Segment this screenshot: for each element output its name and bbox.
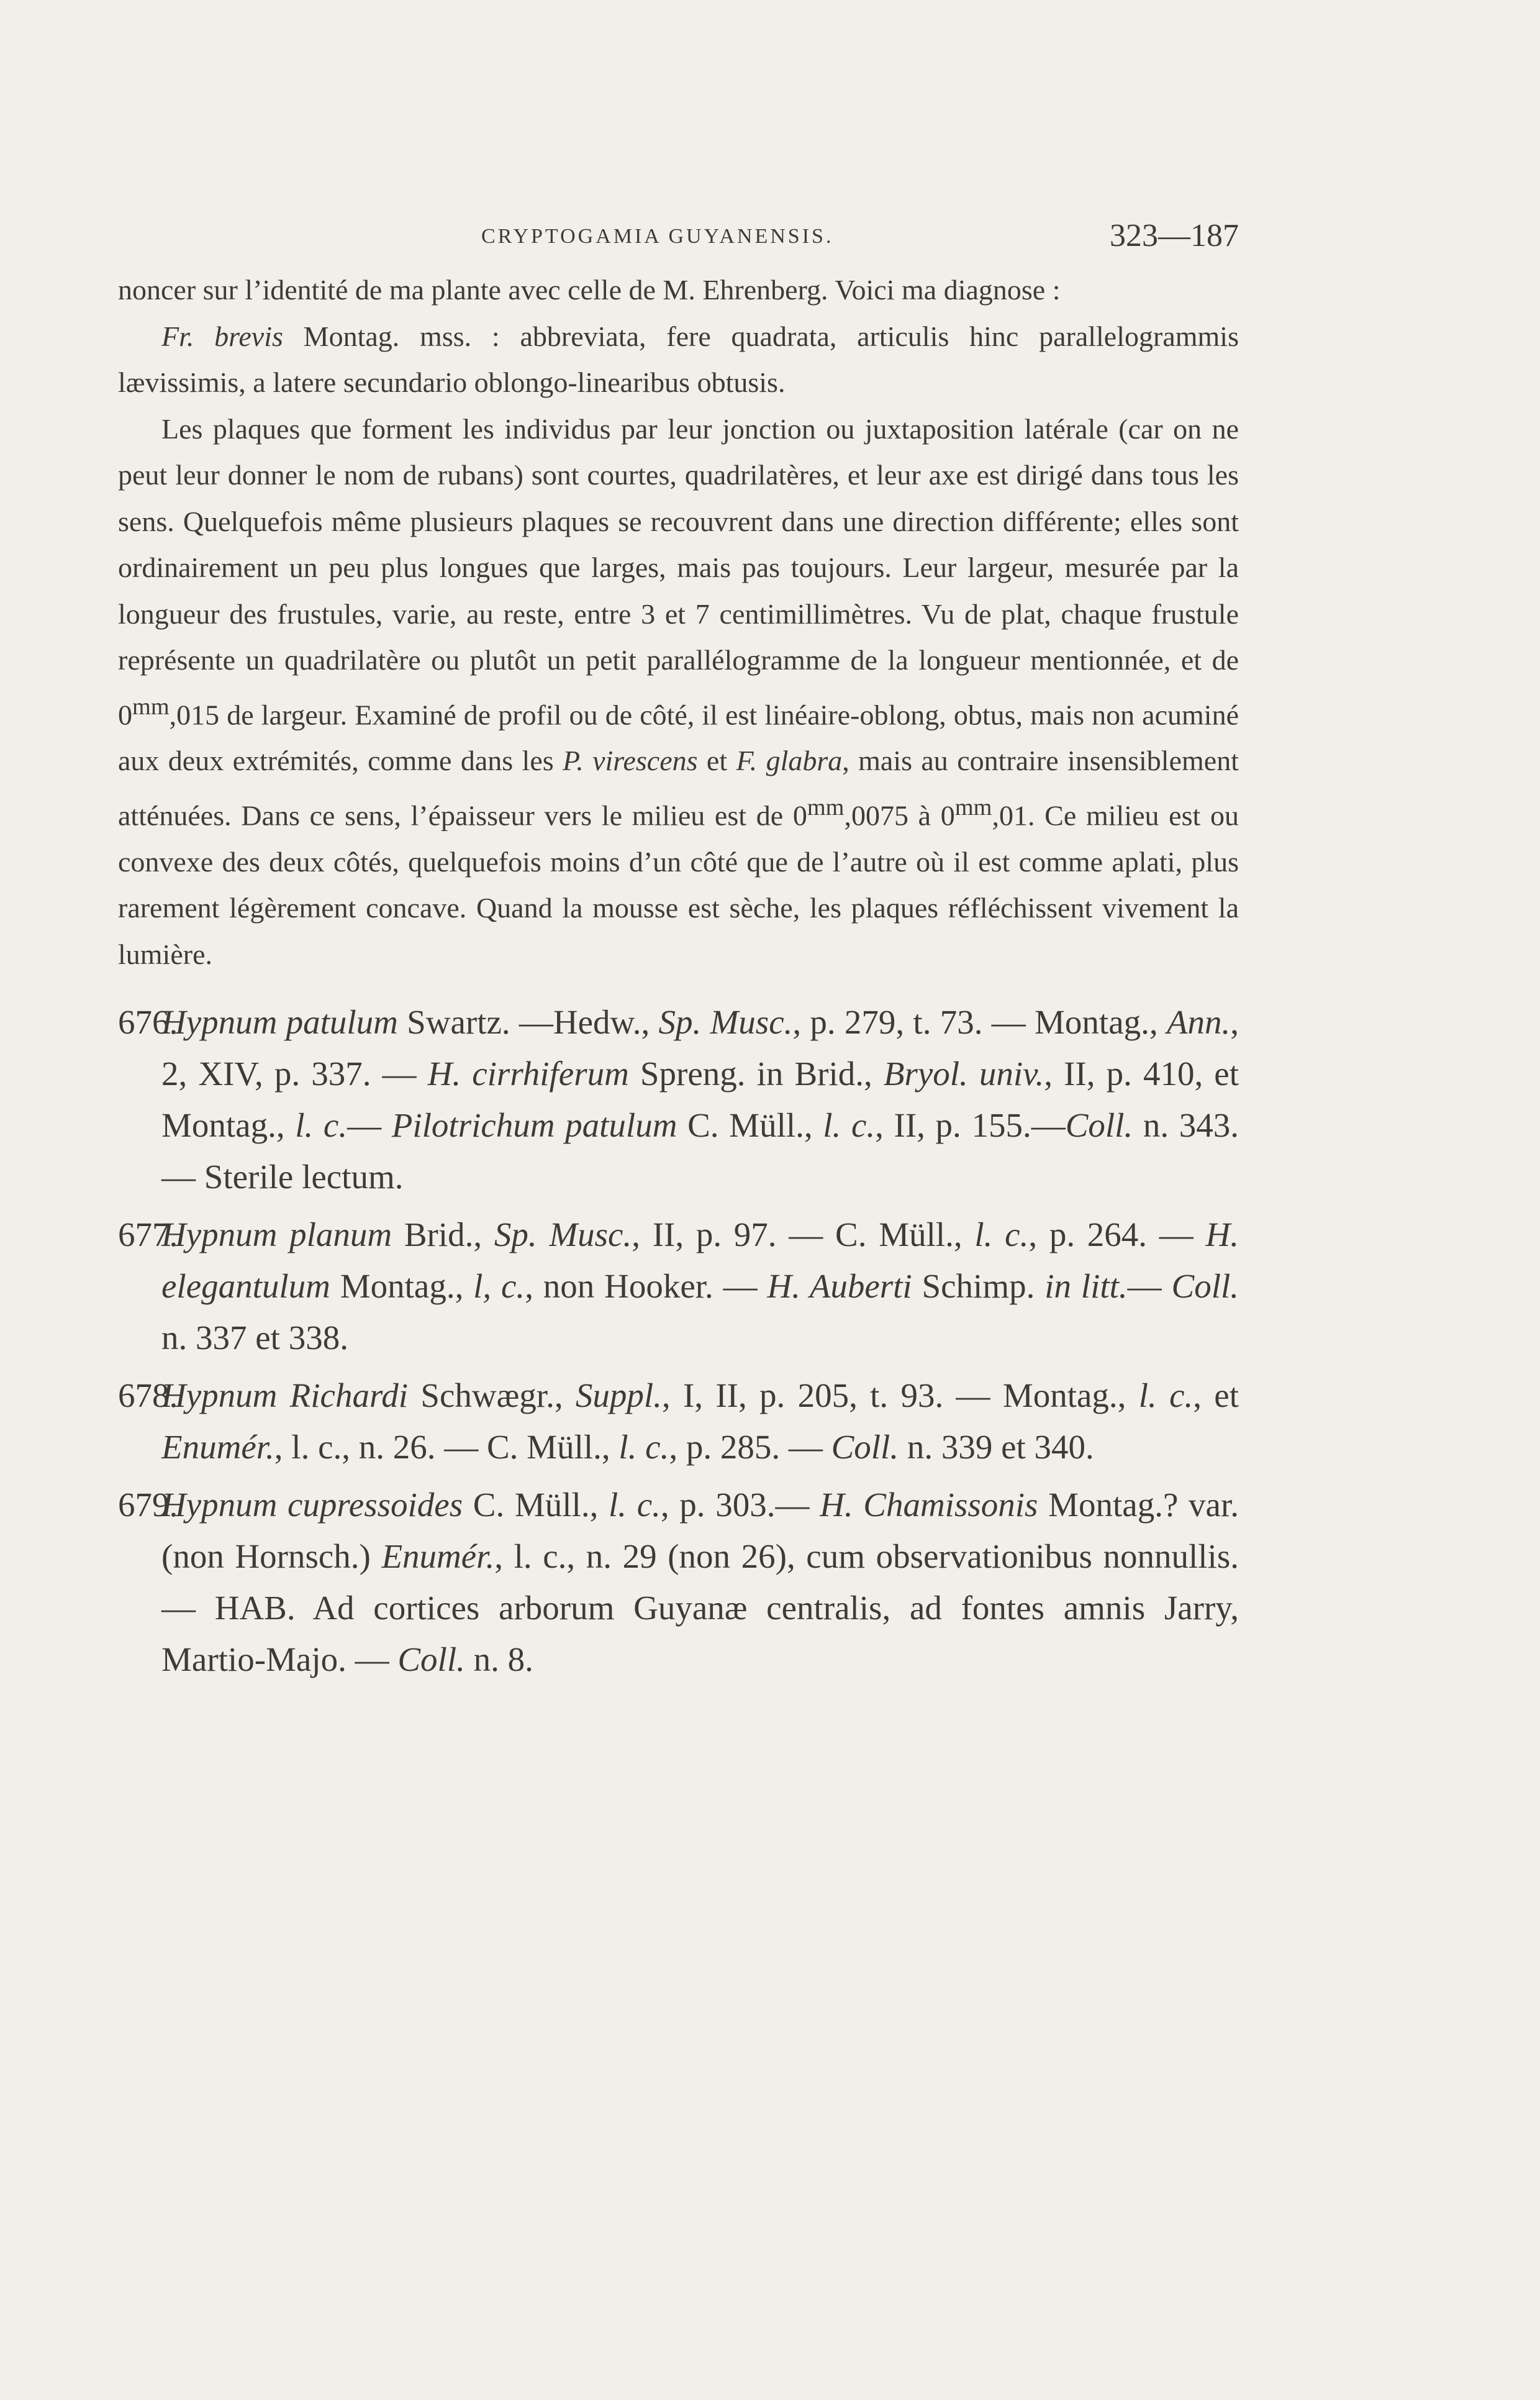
species-entry	[118, 996, 1239, 1202]
species-entry	[118, 1209, 1239, 1363]
entry-number: 678.	[118, 1376, 178, 1415]
entry-number: 676.	[118, 1003, 178, 1042]
running-title: CRYPTOGAMIA GUYANENSIS.	[481, 225, 834, 248]
species-entries	[118, 996, 1239, 1685]
paragraph: noncer sur l’identité de ma plante avec celle de M. Ehrenberg. Voici ma diagnose :	[118, 274, 1061, 306]
paragraph: Les plaques que forment les individus par leur jonction ou juxtaposition latérale (car on ne peut leur donner le nom de rubans) sont courtes, quadrilatères, et leur axe est dirigé dans tous les sens. Quelquefois même plusieurs plaques se recouvrent dans une direction différente; elles sont ordinairement un peu plus longues que larges, mais pas toujours. Leur largeur, mesurée par la longueur des frustules, varie, au reste, entre 3 et 7 centimillimètres. Vu de plat, chaque frustule représente un quadrilatère ou plutôt un petit parallélogramme de la longueur mentionnée, et de $0^{mm},015$ de largeur. Examiné de profil ou de côté, il est linéaire-oblong, obtus, mais non acuminé aux deux extrémités, comme dans les P. virescens et F. glabra, mais au contraire insensiblement atténuées. Dans ce sens, l’épaisseur vers le milieu est de $0^{mm},0075$ à $0^{mm},01$. Ce milieu est ou convexe des deux côtés, quelquefois moins d’un côté que de l’autre où il est comme aplati, plus rarement légèrement concave. Quand la mousse est sèche, les plaques réfléchissent vivement la lumière.	[118, 412, 1239, 970]
entry-number: 679.	[118, 1486, 178, 1524]
entry-number: 677.	[118, 1216, 178, 1254]
species-entry	[118, 1370, 1239, 1473]
running-head	[118, 217, 1239, 267]
document-page	[118, 217, 1239, 1691]
entry-text: Hypnum planum Brid., Sp. Musc., II, p. 97. — C. Müll., l. c., p. 264. — H. elegantulum Montag., l, c., non Hooker. — H. Auberti Schimp. in litt.— Coll. n. 337 et 338.	[161, 1216, 1239, 1357]
entry-text: Hypnum patulum Swartz. —Hedw., Sp. Musc., p. 279, t. 73. — Montag., Ann., 2, XIV, p. 337. — H. cirrhiferum Spreng. in Brid., Bryol. univ., II, p. 410, et Montag., l. c.— Pilotrichum patulum C. Müll., l. c., II, p. 155.—Coll. n. 343. — Sterile lectum.	[161, 1003, 1239, 1196]
page-number: 323—187	[1110, 218, 1239, 253]
species-entry	[118, 1479, 1239, 1685]
entry-text: Hypnum cupressoides C. Müll., l. c., p. 303.— H. Chamissonis Montag.? var. (non Hornsch.) Enumér., l. c., n. 29 (non 26), cum observationibus nonnullis. — HAB. Ad cortices arborum Guyanæ centralis, ad fontes amnis Jarry, Martio-Majo. — Coll. n. 8.	[161, 1486, 1239, 1679]
paragraph: Fr. brevis Montag. mss. : abbreviata, fere quadrata, articulis hinc parallelogrammis lævissimis, a latere secundario oblongo-linearibus obtusis.	[118, 320, 1239, 398]
entry-text: Hypnum Richardi Schwægr., Suppl., I, II, p. 205, t. 93. — Montag., l. c., et Enumér., l. c., n. 26. — C. Müll., l. c., p. 285. — Coll. n. 339 et 340.	[161, 1376, 1239, 1466]
body-text	[118, 267, 1239, 978]
